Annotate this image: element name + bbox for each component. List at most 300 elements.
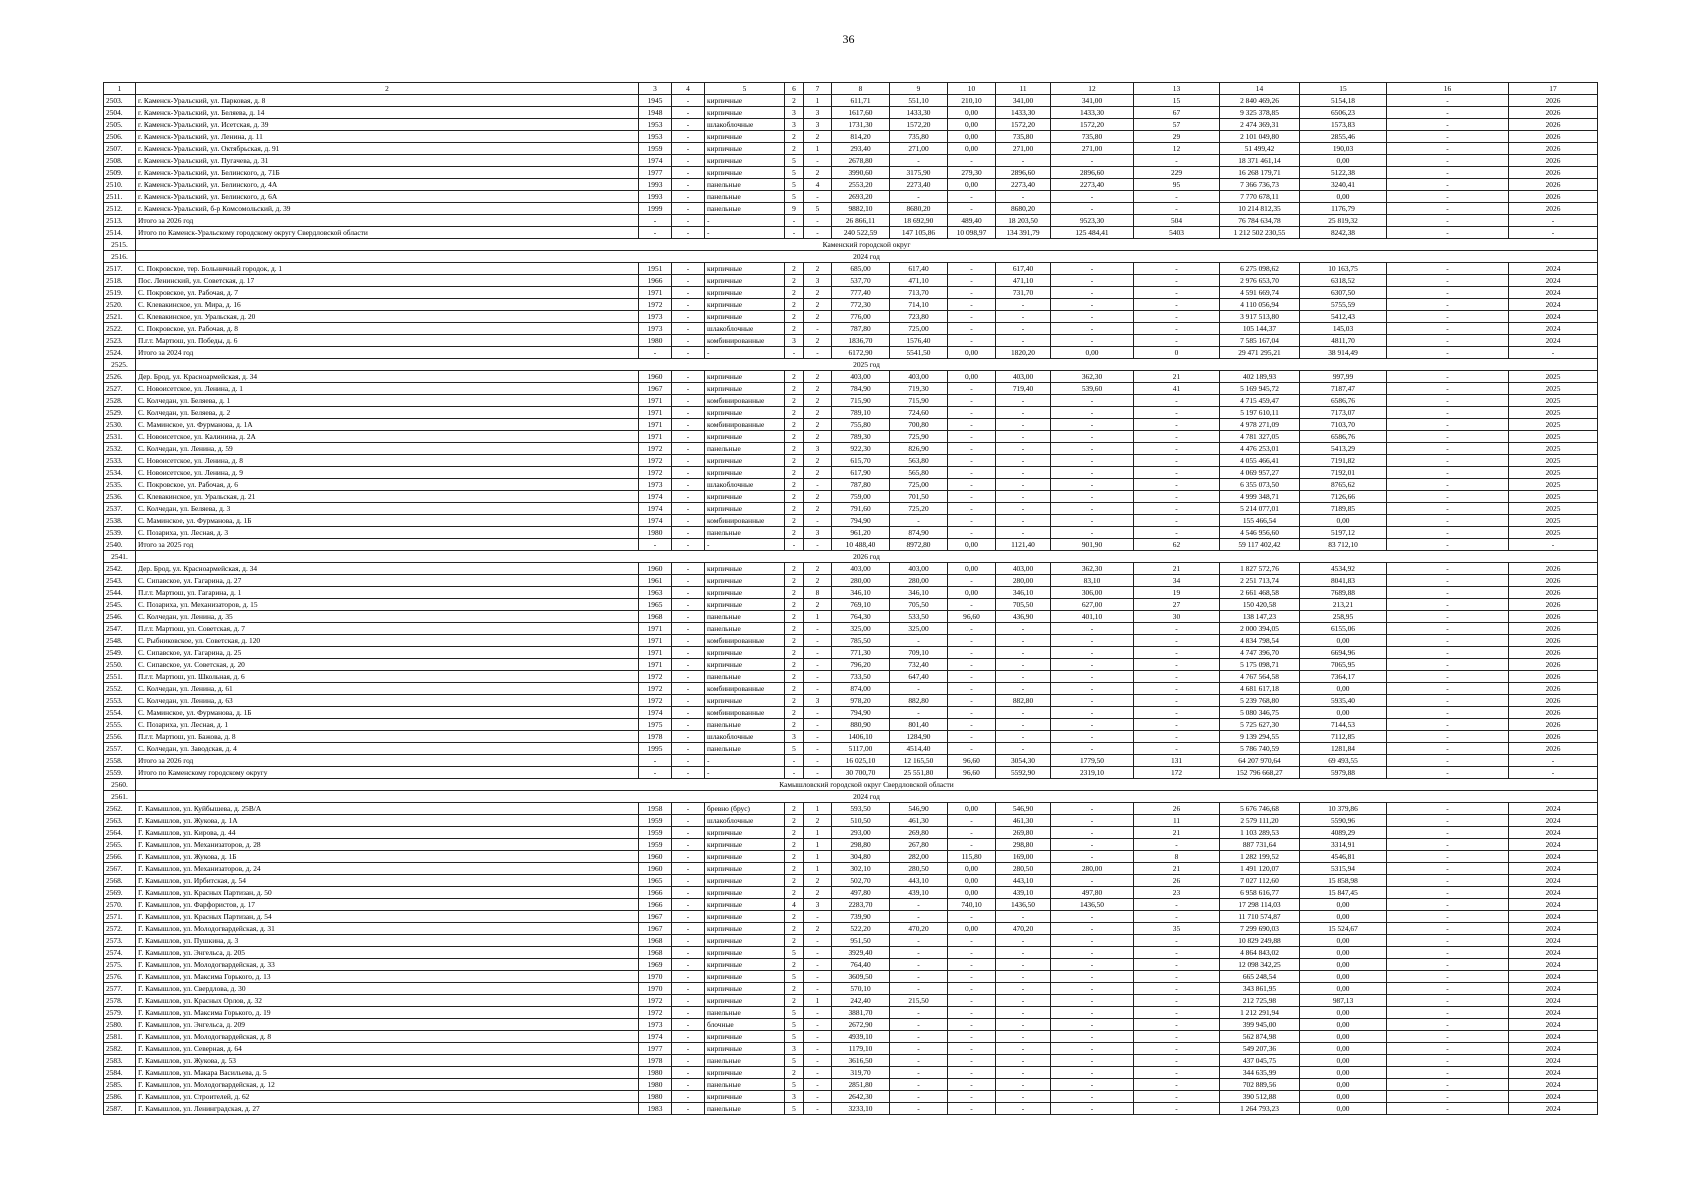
- address-cell: Итого за 2026 год: [136, 755, 639, 767]
- nonresidential-area-cell: 0,00: [948, 143, 996, 155]
- cost-total-cell: 11 710 574,87: [1220, 911, 1300, 923]
- cost-per-sqm-cell: 4534,92: [1300, 563, 1387, 575]
- col-4-cell: -: [672, 719, 705, 731]
- col-16-cell: -: [1387, 275, 1509, 287]
- entrances-cell: -: [804, 743, 832, 755]
- residents-cell: -: [1134, 503, 1220, 515]
- column-number: 15: [1300, 83, 1387, 95]
- build-year-cell: 1953: [639, 131, 672, 143]
- residents-cell: 23: [1134, 887, 1220, 899]
- planned-year-cell: 2024: [1509, 947, 1598, 959]
- residents-cell: -: [1134, 1019, 1220, 1031]
- planned-year-cell: 2026: [1509, 587, 1598, 599]
- total-area-cell: 615,70: [832, 455, 890, 467]
- table-row: [104, 959, 1598, 971]
- cost-total-cell: 4 999 348,71: [1220, 491, 1300, 503]
- col-4-cell: -: [672, 479, 705, 491]
- wall-material-cell: кирпичные: [705, 383, 785, 395]
- cost-total-cell: 7 366 736,73: [1220, 179, 1300, 191]
- living-area-cell: 18 692,90: [890, 215, 948, 227]
- build-year-cell: 1960: [639, 851, 672, 863]
- planned-year-cell: 2024: [1509, 299, 1598, 311]
- col-4-cell: -: [672, 575, 705, 587]
- col-4-cell: -: [672, 443, 705, 455]
- planned-year-cell: 2025: [1509, 503, 1598, 515]
- col-16-cell: -: [1387, 371, 1509, 383]
- entrances-cell: -: [804, 659, 832, 671]
- wall-material-cell: кирпичные: [705, 947, 785, 959]
- cost-total-cell: 150 420,58: [1220, 599, 1300, 611]
- table-row: [104, 599, 1598, 611]
- col-4-cell: -: [672, 851, 705, 863]
- living-area-cell: 725,20: [890, 503, 948, 515]
- table-row: [104, 503, 1598, 515]
- living-area-cell: 732,40: [890, 659, 948, 671]
- living-area-cell: -: [890, 191, 948, 203]
- municipal-area-cell: -: [1051, 1079, 1134, 1091]
- planned-year-cell: 2024: [1509, 971, 1598, 983]
- residents-cell: -: [1134, 191, 1220, 203]
- row-number: 2561.: [104, 791, 136, 803]
- col-16-cell: -: [1387, 263, 1509, 275]
- entrances-cell: 2: [804, 131, 832, 143]
- col-4-cell: -: [672, 287, 705, 299]
- municipal-area-cell: -: [1051, 635, 1134, 647]
- planned-year-cell: -: [1509, 755, 1598, 767]
- col-16-cell: -: [1387, 635, 1509, 647]
- nonresidential-area-cell: -: [948, 575, 996, 587]
- nonresidential-area-cell: -: [948, 695, 996, 707]
- private-area-cell: 882,80: [996, 695, 1051, 707]
- wall-material-cell: блочные: [705, 1019, 785, 1031]
- living-area-cell: 325,00: [890, 623, 948, 635]
- planned-year-cell: 2026: [1509, 611, 1598, 623]
- row-number-cell: 2562.: [104, 803, 136, 815]
- residents-cell: -: [1134, 479, 1220, 491]
- build-year-cell: 1971: [639, 287, 672, 299]
- entrances-cell: 2: [804, 815, 832, 827]
- col-4-cell: -: [672, 1091, 705, 1103]
- table-row: [104, 431, 1598, 443]
- entrances-cell: -: [804, 947, 832, 959]
- row-number-cell: 2539.: [104, 527, 136, 539]
- cost-per-sqm-cell: 987,13: [1300, 995, 1387, 1007]
- total-area-cell: 3990,60: [832, 167, 890, 179]
- planned-year-cell: 2024: [1509, 875, 1598, 887]
- residents-cell: -: [1134, 947, 1220, 959]
- floors-cell: -: [785, 347, 804, 359]
- entrances-cell: -: [804, 767, 832, 779]
- address-cell: С. Колчедан, ул. Беляева, д. 1: [136, 395, 639, 407]
- planned-year-cell: 2026: [1509, 695, 1598, 707]
- build-year-cell: 1973: [639, 311, 672, 323]
- col-4-cell: -: [672, 563, 705, 575]
- living-area-cell: -: [890, 959, 948, 971]
- residents-cell: 21: [1134, 371, 1220, 383]
- living-area-cell: 280,00: [890, 575, 948, 587]
- address-cell: Дер. Брод, ул. Красноармейская, д. 34: [136, 563, 639, 575]
- floors-cell: 2: [785, 695, 804, 707]
- address-cell: Дер. Брод, ул. Красноармейская, д. 34: [136, 371, 639, 383]
- address-cell: С. Маминское, ул. Фурманова, д. 1А: [136, 419, 639, 431]
- build-year-cell: 1953: [639, 119, 672, 131]
- entrances-cell: -: [804, 635, 832, 647]
- cost-per-sqm-cell: 38 914,49: [1300, 347, 1387, 359]
- wall-material-cell: панельные: [705, 1055, 785, 1067]
- entrances-cell: -: [804, 671, 832, 683]
- floors-cell: 2: [785, 515, 804, 527]
- residents-cell: 229: [1134, 167, 1220, 179]
- col-16-cell: -: [1387, 623, 1509, 635]
- living-area-cell: 2273,40: [890, 179, 948, 191]
- cost-total-cell: 4 476 253,01: [1220, 443, 1300, 455]
- entrances-cell: -: [804, 755, 832, 767]
- living-area-cell: -: [890, 1043, 948, 1055]
- col-4-cell: -: [672, 203, 705, 215]
- residents-cell: -: [1134, 491, 1220, 503]
- col-16-cell: -: [1387, 347, 1509, 359]
- wall-material-cell: панельные: [705, 1007, 785, 1019]
- entrances-cell: 2: [804, 467, 832, 479]
- nonresidential-area-cell: 279,30: [948, 167, 996, 179]
- living-area-cell: 271,00: [890, 143, 948, 155]
- table-row: [104, 527, 1598, 539]
- table-row: [104, 335, 1598, 347]
- municipal-area-cell: -: [1051, 875, 1134, 887]
- col-16-cell: -: [1387, 971, 1509, 983]
- wall-material-cell: комбинированные: [705, 683, 785, 695]
- cost-total-cell: 562 874,98: [1220, 1031, 1300, 1043]
- living-area-cell: -: [890, 1067, 948, 1079]
- entrances-cell: -: [804, 1067, 832, 1079]
- col-16-cell: -: [1387, 587, 1509, 599]
- floors-cell: 5: [785, 167, 804, 179]
- municipal-area-cell: -: [1051, 695, 1134, 707]
- total-area-cell: 951,50: [832, 935, 890, 947]
- section-title: Камышловский городской округ Свердловской области: [136, 779, 1598, 791]
- total-area-cell: 3881,70: [832, 1007, 890, 1019]
- wall-material-cell: кирпичные: [705, 995, 785, 1007]
- planned-year-cell: 2026: [1509, 683, 1598, 695]
- floors-cell: -: [785, 755, 804, 767]
- total-area-cell: 814,20: [832, 131, 890, 143]
- residents-cell: 21: [1134, 563, 1220, 575]
- table-row: [104, 1019, 1598, 1031]
- municipal-area-cell: -: [1051, 263, 1134, 275]
- col-16-cell: -: [1387, 671, 1509, 683]
- planned-year-cell: 2026: [1509, 143, 1598, 155]
- residents-cell: -: [1134, 515, 1220, 527]
- planned-year-cell: 2024: [1509, 827, 1598, 839]
- municipal-area-cell: -: [1051, 983, 1134, 995]
- floors-cell: -: [785, 767, 804, 779]
- total-area-cell: 787,80: [832, 479, 890, 491]
- cost-total-cell: 7 027 112,60: [1220, 875, 1300, 887]
- table-row: [104, 191, 1598, 203]
- total-area-cell: 9882,10: [832, 203, 890, 215]
- total-area-cell: 522,20: [832, 923, 890, 935]
- floors-cell: 2: [785, 827, 804, 839]
- build-year-cell: 1973: [639, 323, 672, 335]
- row-number-cell: 2587.: [104, 1103, 136, 1115]
- planned-year-cell: -: [1509, 767, 1598, 779]
- col-16-cell: -: [1387, 95, 1509, 107]
- floors-cell: 2: [785, 683, 804, 695]
- residents-cell: 95: [1134, 179, 1220, 191]
- municipal-area-cell: 0,00: [1051, 347, 1134, 359]
- cost-per-sqm-cell: 5590,96: [1300, 815, 1387, 827]
- nonresidential-area-cell: 489,40: [948, 215, 996, 227]
- address-cell: Г. Камышлов, ул. Ленинградская, д. 27: [136, 1103, 639, 1115]
- municipal-area-cell: -: [1051, 1067, 1134, 1079]
- nonresidential-area-cell: -: [948, 419, 996, 431]
- municipal-area-cell: -: [1051, 815, 1134, 827]
- col-16-cell: -: [1387, 707, 1509, 719]
- floors-cell: 2: [785, 371, 804, 383]
- wall-material-cell: панельные: [705, 623, 785, 635]
- table-row: [104, 131, 1598, 143]
- address-cell: Г. Камышлов, ул. Молодогвардейская, д. 31: [136, 923, 639, 935]
- private-area-cell: 470,20: [996, 923, 1051, 935]
- table-row: [104, 383, 1598, 395]
- living-area-cell: 3175,90: [890, 167, 948, 179]
- total-area-cell: 242,40: [832, 995, 890, 1007]
- col-16-cell: -: [1387, 311, 1509, 323]
- col-4-cell: -: [672, 227, 705, 239]
- living-area-cell: 1576,40: [890, 335, 948, 347]
- entrances-cell: -: [804, 227, 832, 239]
- nonresidential-area-cell: -: [948, 395, 996, 407]
- col-4-cell: -: [672, 635, 705, 647]
- column-number: 7: [804, 83, 832, 95]
- cost-per-sqm-cell: 5122,38: [1300, 167, 1387, 179]
- nonresidential-area-cell: 210,10: [948, 95, 996, 107]
- cost-per-sqm-cell: 258,95: [1300, 611, 1387, 623]
- col-4-cell: -: [672, 311, 705, 323]
- col-16-cell: -: [1387, 935, 1509, 947]
- private-area-cell: 546,90: [996, 803, 1051, 815]
- living-area-cell: 8680,20: [890, 203, 948, 215]
- column-number: 9: [890, 83, 948, 95]
- wall-material-cell: кирпичные: [705, 647, 785, 659]
- cost-per-sqm-cell: 0,00: [1300, 899, 1387, 911]
- entrances-cell: -: [804, 683, 832, 695]
- floors-cell: 3: [785, 1043, 804, 1055]
- cost-per-sqm-cell: 6318,52: [1300, 275, 1387, 287]
- residents-cell: 35: [1134, 923, 1220, 935]
- entrances-cell: 1: [804, 803, 832, 815]
- entrances-cell: 2: [804, 923, 832, 935]
- column-number: 12: [1051, 83, 1134, 95]
- cost-per-sqm-cell: 7191,82: [1300, 455, 1387, 467]
- section-row: [104, 791, 1598, 803]
- private-area-cell: -: [996, 479, 1051, 491]
- total-area-cell: 1836,70: [832, 335, 890, 347]
- column-number: 11: [996, 83, 1051, 95]
- total-area-cell: 497,80: [832, 887, 890, 899]
- living-area-cell: 546,90: [890, 803, 948, 815]
- col-16-cell: -: [1387, 911, 1509, 923]
- total-area-cell: 293,40: [832, 143, 890, 155]
- subtotal-row: [104, 227, 1598, 239]
- address-cell: С. Колчедан, ул. Ленина, д. 35: [136, 611, 639, 623]
- entrances-cell: -: [804, 1043, 832, 1055]
- municipal-area-cell: -: [1051, 1031, 1134, 1043]
- row-number-cell: 2554.: [104, 707, 136, 719]
- residents-cell: -: [1134, 527, 1220, 539]
- section-title: 2024 год: [136, 791, 1598, 803]
- private-area-cell: 2896,60: [996, 167, 1051, 179]
- row-number-cell: 2571.: [104, 911, 136, 923]
- col-4-cell: -: [672, 767, 705, 779]
- wall-material-cell: комбинированные: [705, 395, 785, 407]
- floors-cell: 5: [785, 1019, 804, 1031]
- wall-material-cell: -: [705, 767, 785, 779]
- private-area-cell: 280,50: [996, 863, 1051, 875]
- planned-year-cell: 2026: [1509, 635, 1598, 647]
- cost-total-cell: 152 796 668,27: [1220, 767, 1300, 779]
- planned-year-cell: 2025: [1509, 419, 1598, 431]
- build-year-cell: 1980: [639, 1091, 672, 1103]
- column-number: 5: [705, 83, 785, 95]
- residents-cell: 19: [1134, 587, 1220, 599]
- table-row: [104, 587, 1598, 599]
- nonresidential-area-cell: 0,00: [948, 587, 996, 599]
- build-year-cell: 1974: [639, 515, 672, 527]
- floors-cell: 2: [785, 395, 804, 407]
- living-area-cell: 1572,20: [890, 119, 948, 131]
- row-number-cell: 2523.: [104, 335, 136, 347]
- floors-cell: 2: [785, 863, 804, 875]
- build-year-cell: 1971: [639, 659, 672, 671]
- address-cell: С. Маминское, ул. Фурманова, д. 1Б: [136, 515, 639, 527]
- column-number: 16: [1387, 83, 1509, 95]
- municipal-area-cell: -: [1051, 803, 1134, 815]
- col-4-cell: -: [672, 623, 705, 635]
- nonresidential-area-cell: -: [948, 1091, 996, 1103]
- address-cell: С. Рыбниковское, ул. Советская, д. 120: [136, 635, 639, 647]
- build-year-cell: 1972: [639, 671, 672, 683]
- entrances-cell: 2: [804, 875, 832, 887]
- cost-total-cell: 4 546 956,60: [1220, 527, 1300, 539]
- private-area-cell: 5592,90: [996, 767, 1051, 779]
- wall-material-cell: кирпичные: [705, 1091, 785, 1103]
- municipal-area-cell: -: [1051, 851, 1134, 863]
- total-area-cell: 3616,50: [832, 1055, 890, 1067]
- col-4-cell: -: [672, 611, 705, 623]
- wall-material-cell: панельные: [705, 743, 785, 755]
- col-4-cell: -: [672, 815, 705, 827]
- nonresidential-area-cell: -: [948, 155, 996, 167]
- col-4-cell: -: [672, 923, 705, 935]
- total-area-cell: 789,10: [832, 407, 890, 419]
- private-area-cell: 1572,20: [996, 119, 1051, 131]
- nonresidential-area-cell: -: [948, 431, 996, 443]
- living-area-cell: 280,50: [890, 863, 948, 875]
- total-area-cell: 26 866,11: [832, 215, 890, 227]
- col-4-cell: -: [672, 1031, 705, 1043]
- residents-cell: -: [1134, 683, 1220, 695]
- table-row: [104, 107, 1598, 119]
- cost-total-cell: 4 978 271,09: [1220, 419, 1300, 431]
- registry-body: [104, 83, 1598, 1115]
- private-area-cell: -: [996, 995, 1051, 1007]
- wall-material-cell: комбинированные: [705, 635, 785, 647]
- living-area-cell: 551,10: [890, 95, 948, 107]
- build-year-cell: 1993: [639, 191, 672, 203]
- section-title: 2024 год: [136, 251, 1598, 263]
- private-area-cell: -: [996, 1055, 1051, 1067]
- floors-cell: 5: [785, 179, 804, 191]
- table-row: [104, 911, 1598, 923]
- col-4-cell: -: [672, 191, 705, 203]
- wall-material-cell: шлакоблочные: [705, 731, 785, 743]
- planned-year-cell: 2024: [1509, 887, 1598, 899]
- table-row: [104, 659, 1598, 671]
- col-4-cell: -: [672, 887, 705, 899]
- cost-total-cell: 5 197 610,11: [1220, 407, 1300, 419]
- nonresidential-area-cell: -: [948, 1031, 996, 1043]
- table-row: [104, 731, 1598, 743]
- nonresidential-area-cell: 96,60: [948, 767, 996, 779]
- wall-material-cell: кирпичные: [705, 563, 785, 575]
- residents-cell: 41: [1134, 383, 1220, 395]
- address-cell: С. Новоисетское, ул. Ленина, д. 8: [136, 455, 639, 467]
- address-cell: С. Новоисетское, ул. Ленина, д. 9: [136, 467, 639, 479]
- residents-cell: -: [1134, 395, 1220, 407]
- row-number-cell: 2510.: [104, 179, 136, 191]
- entrances-cell: 1: [804, 851, 832, 863]
- wall-material-cell: кирпичные: [705, 899, 785, 911]
- table-row: [104, 899, 1598, 911]
- private-area-cell: -: [996, 743, 1051, 755]
- table-row: [104, 815, 1598, 827]
- municipal-area-cell: -: [1051, 935, 1134, 947]
- address-cell: Г. Камышлов, ул. Пушкина, д. 3: [136, 935, 639, 947]
- build-year-cell: 1945: [639, 95, 672, 107]
- total-area-cell: 978,20: [832, 695, 890, 707]
- nonresidential-area-cell: -: [948, 515, 996, 527]
- residents-cell: -: [1134, 647, 1220, 659]
- address-cell: Г. Камышлов, ул. Красных Партизан, д. 54: [136, 911, 639, 923]
- section-row: [104, 779, 1598, 791]
- floors-cell: 2: [785, 959, 804, 971]
- cost-per-sqm-cell: 6586,76: [1300, 431, 1387, 443]
- entrances-cell: 2: [804, 431, 832, 443]
- wall-material-cell: кирпичные: [705, 155, 785, 167]
- municipal-area-cell: -: [1051, 335, 1134, 347]
- row-number-cell: 2533.: [104, 455, 136, 467]
- total-area-cell: 2672,90: [832, 1019, 890, 1031]
- col-16-cell: -: [1387, 851, 1509, 863]
- entrances-cell: 2: [804, 491, 832, 503]
- column-number: 8: [832, 83, 890, 95]
- nonresidential-area-cell: -: [948, 671, 996, 683]
- address-cell: Г. Камышлов, ул. Молодогвардейская, д. 8: [136, 1031, 639, 1043]
- col-16-cell: -: [1387, 575, 1509, 587]
- floors-cell: 2: [785, 491, 804, 503]
- row-number-cell: 2552.: [104, 683, 136, 695]
- row-number-cell: 2568.: [104, 875, 136, 887]
- planned-year-cell: 2026: [1509, 647, 1598, 659]
- nonresidential-area-cell: -: [948, 623, 996, 635]
- table-row: [104, 287, 1598, 299]
- floors-cell: 2: [785, 383, 804, 395]
- build-year-cell: 1972: [639, 1007, 672, 1019]
- nonresidential-area-cell: -: [948, 491, 996, 503]
- planned-year-cell: 2024: [1509, 1103, 1598, 1115]
- planned-year-cell: 2025: [1509, 455, 1598, 467]
